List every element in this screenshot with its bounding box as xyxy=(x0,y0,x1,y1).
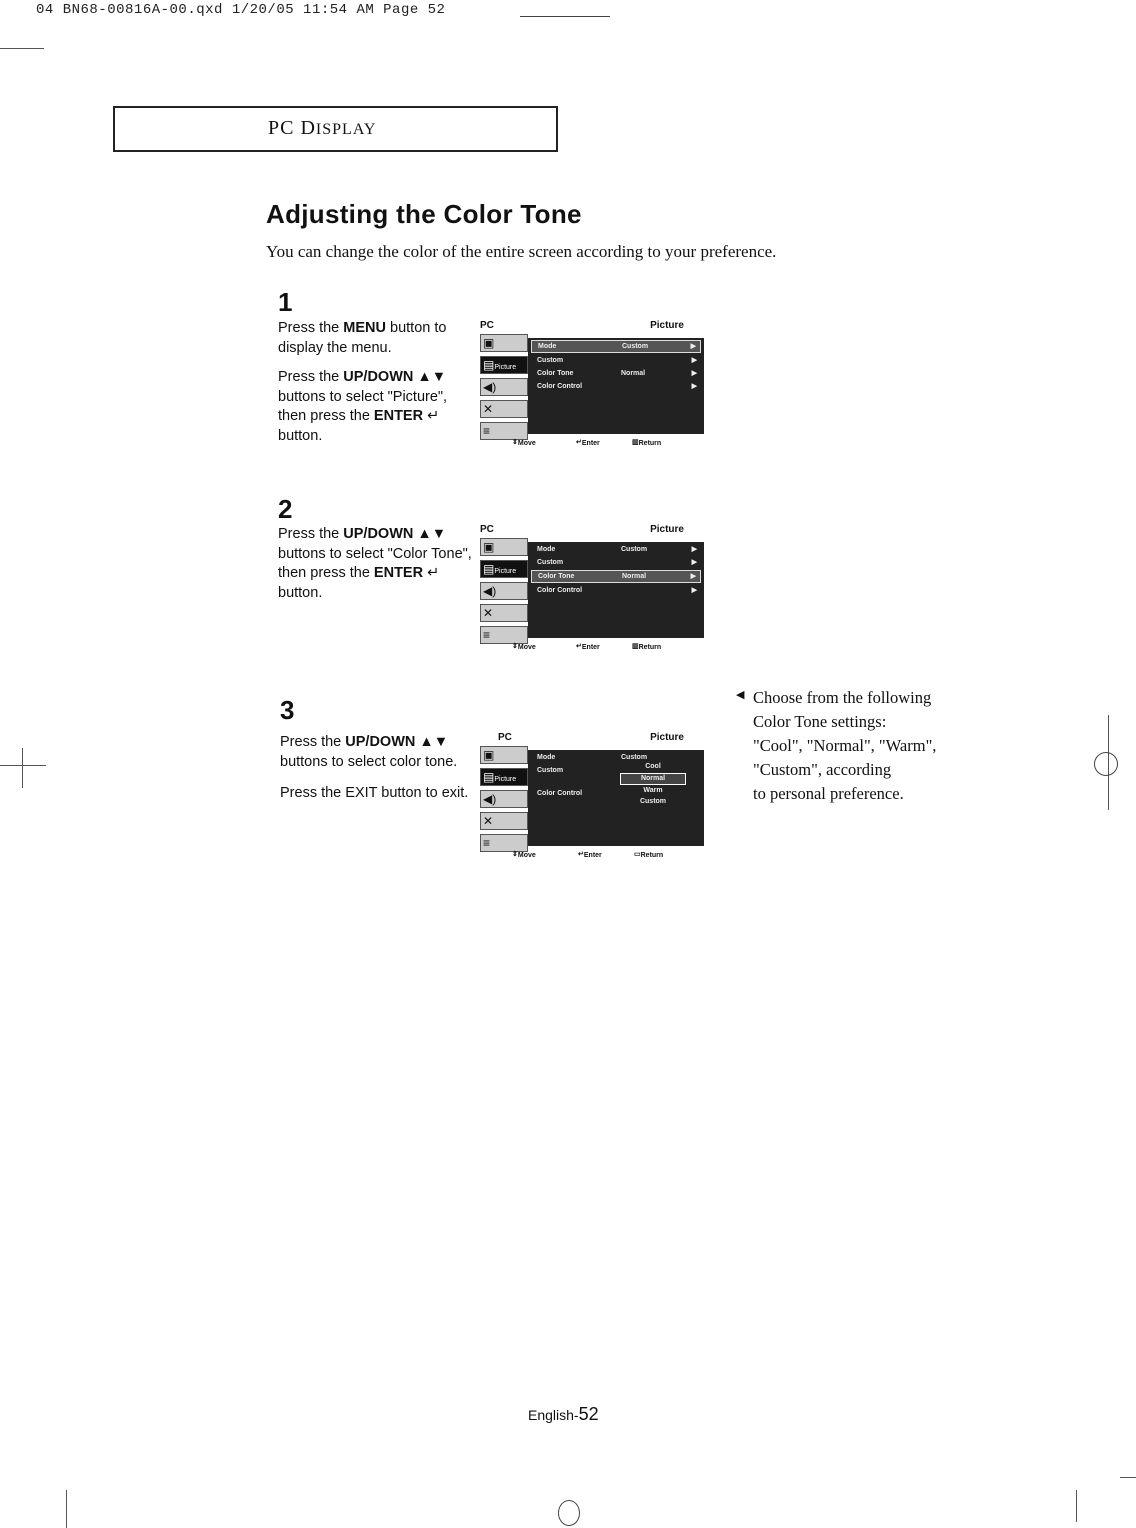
option-cool: Cool xyxy=(645,763,661,770)
osd-icon-column xyxy=(480,538,528,642)
osd-row: Custom ▶ xyxy=(537,559,697,566)
osd-source-label: PC xyxy=(480,524,494,535)
color-tone-options xyxy=(620,762,686,808)
step-2-number: 2 xyxy=(278,494,293,524)
picture-icon: ▤Picture xyxy=(480,356,528,374)
channel-icon: ≡ xyxy=(480,422,528,440)
osd-row: Color Tone Normal ▶ xyxy=(531,570,701,583)
note-text: Choose from the following Color Tone settings: "Cool", "Normal", "Warm", "Custom", according to personal preference. xyxy=(753,688,937,803)
section-title xyxy=(268,117,376,140)
osd-row: Color Tone Normal ▶ xyxy=(537,370,697,377)
input-icon: ▣ xyxy=(480,538,528,556)
step-2-text xyxy=(278,525,478,603)
page-title: Adjusting the Color Tone xyxy=(266,199,582,229)
osd-footer: ⇕ Move ↵ Enter ▥ Return xyxy=(512,643,662,651)
osd-menu-panel xyxy=(528,338,704,434)
osd-menu-panel xyxy=(528,750,704,846)
note-arrow-icon: ◀ xyxy=(736,689,745,701)
step-3-para-2: Press the EXIT button to exit. xyxy=(280,785,469,801)
crop-mark-bottom-right-v xyxy=(1076,1490,1077,1522)
slug-rule xyxy=(520,16,610,17)
osd-footer: ⇕ Move ↵ Enter ▥ Return xyxy=(512,439,662,447)
osd-row: Color Control ▶ xyxy=(537,383,697,390)
osd-row: Custom xyxy=(537,767,564,774)
osd-source-label: PC xyxy=(498,732,512,743)
input-icon: ▣ xyxy=(480,334,528,352)
setup-icon: ✕ xyxy=(480,604,528,622)
section-title-d: D xyxy=(300,117,316,139)
osd-row: Custom ▶ xyxy=(537,357,697,364)
section-title-isplay: ISPLAY xyxy=(315,121,377,138)
osd-row: Mode Custom ▶ xyxy=(537,546,697,553)
osd-menu-panel xyxy=(528,542,704,638)
crop-mark-left-mid xyxy=(0,765,46,766)
osd-icon-column xyxy=(480,334,528,438)
osd-screen-3 xyxy=(480,732,710,862)
osd-footer: ⇕ Move ↵ Enter ▭ Return xyxy=(512,851,664,859)
step-2-para-1: Press the UP/DOWN ▲▼ buttons to select "Color Tone", then press the ENTER ↵ button. xyxy=(278,526,472,601)
step-3-para-1: Press the UP/DOWN ▲▼ buttons to select color tone. xyxy=(280,734,458,770)
setup-icon: ✕ xyxy=(480,812,528,830)
section-title-pc: PC xyxy=(268,117,295,139)
option-normal: Normal xyxy=(620,773,686,785)
osd-screen-1 xyxy=(480,320,710,450)
osd-menu-label: Picture xyxy=(650,524,684,535)
option-warm: Warm xyxy=(643,787,663,794)
enter-icon: ↵ xyxy=(423,408,440,424)
print-slug: 04 BN68-00816A-00.qxd 1/20/05 11:54 AM Page 52 xyxy=(36,2,446,18)
osd-menu-label: Picture xyxy=(650,320,684,331)
step-1-text xyxy=(278,319,478,446)
crop-mark-left-mid-v xyxy=(22,748,23,788)
osd-screen-2 xyxy=(480,524,710,654)
crop-mark-top-left xyxy=(0,48,44,49)
setup-icon: ✕ xyxy=(480,400,528,418)
step-3-text xyxy=(280,733,480,804)
crop-mark-bottom-left xyxy=(66,1490,67,1528)
registration-mark-bottom xyxy=(558,1500,580,1526)
sound-icon: ◀) xyxy=(480,378,528,396)
osd-row: Mode Custom ▶ xyxy=(531,340,701,353)
step-1-number: 1 xyxy=(278,287,293,317)
enter-icon: ↵ xyxy=(423,565,440,581)
picture-icon: ▤Picture xyxy=(480,560,528,578)
step-1-para-2: Press the UP/DOWN ▲▼ buttons to select "Picture", then press the ENTER ↵ button. xyxy=(278,369,448,444)
sound-icon: ◀) xyxy=(480,582,528,600)
osd-icon-column xyxy=(480,746,528,850)
page-number: English-52 xyxy=(528,1404,599,1424)
step-3-number: 3 xyxy=(280,695,295,725)
osd-source-label: PC xyxy=(480,320,494,331)
osd-menu-label: Picture xyxy=(650,732,684,743)
sound-icon: ◀) xyxy=(480,790,528,808)
osd-row: Mode Custom xyxy=(537,754,648,761)
intro-text: You can change the color of the entire screen according to your preference. xyxy=(266,242,777,261)
osd-row: Color Control ▶ xyxy=(537,587,697,594)
osd-row: Color Control xyxy=(537,790,583,797)
registration-mark-right xyxy=(1094,752,1118,776)
channel-icon: ≡ xyxy=(480,834,528,852)
step-1-para-1: Press the MENU button to display the menu. xyxy=(278,320,447,356)
option-custom: Custom xyxy=(639,798,667,805)
channel-icon: ≡ xyxy=(480,626,528,644)
input-icon: ▣ xyxy=(480,746,528,764)
crop-mark-bottom-right xyxy=(1120,1477,1136,1478)
picture-icon: ▤Picture xyxy=(480,768,528,786)
